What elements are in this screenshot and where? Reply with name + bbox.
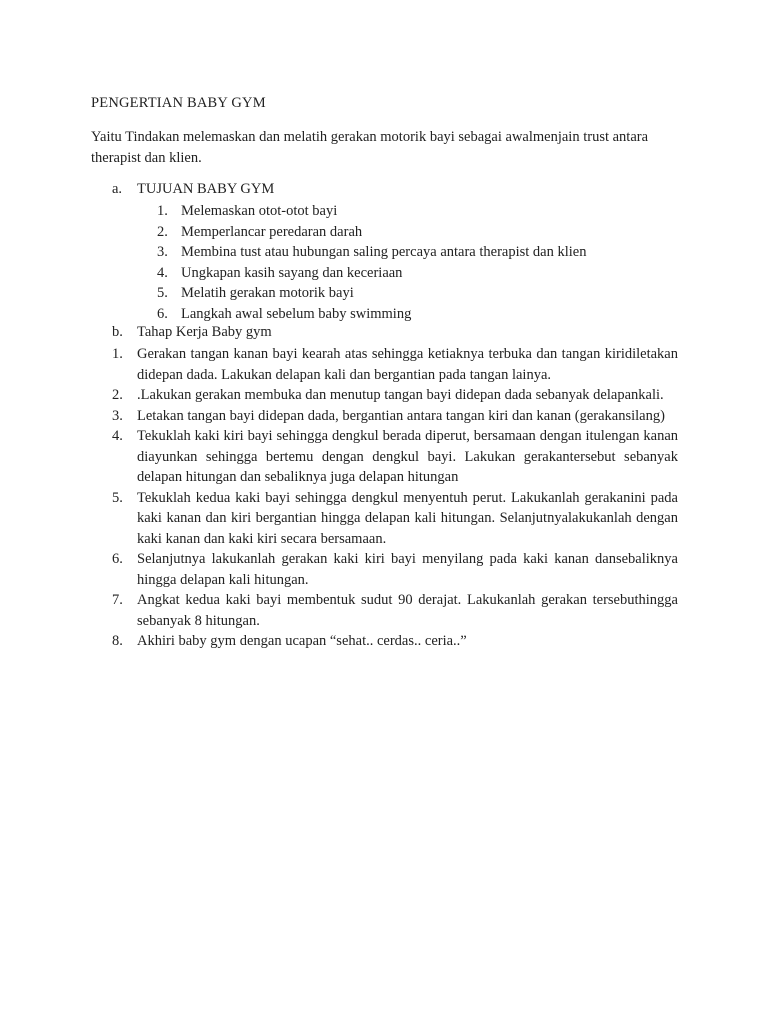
- step-item: [112, 488, 678, 550]
- step-text: Angkat kedua kaki bayi membentuk sudut 90 derajat. Lakukanlah gerakan tersebuthingga sebanyak 8 hitungan.: [137, 592, 678, 629]
- step-item: [112, 385, 678, 406]
- step-text: Akhiri baby gym dengan ucapan “sehat.. cerdas.. ceria..”: [137, 633, 467, 649]
- step-number: 8.: [112, 633, 123, 649]
- list-item-number: 2.: [157, 223, 168, 240]
- step-item: [112, 631, 678, 652]
- step-number: 7.: [112, 592, 123, 608]
- intro-paragraph: Yaitu Tindakan melemaskan dan melatih gerakan motorik bayi sebagai awalmenjain trust antara therapist dan klien.: [91, 129, 649, 166]
- list-item-number: 5.: [157, 285, 168, 301]
- step-item: [112, 344, 678, 385]
- list-item-text: Melatih gerakan motorik bayi: [181, 285, 354, 301]
- step-item: [112, 406, 678, 427]
- list-item-number: 3.: [157, 244, 168, 260]
- step-text: Tekuklah kedua kaki bayi sehingga dengkul menyentuh perut. Lakukanlah gerakanini pada kaki kanan dan kiri bergantian hingga delapan kali hitungan. Selanjutnyalakukanlah dengan kaki kanan dan kaki kiri secara bersamaan.: [137, 489, 678, 547]
- step-number: 5.: [112, 489, 123, 506]
- section-b-title: Tahap Kerja Baby gym: [137, 324, 272, 340]
- section-a-marker: a.: [112, 181, 123, 197]
- step-text: Selanjutnya lakukanlah gerakan kaki kiri bayi menyilang pada kaki kanan dansebaliknya hingga delapan kali hitungan.: [137, 551, 678, 588]
- step-number: 6.: [112, 551, 123, 567]
- step-text: .Lakukan gerakan membuka dan menutup tangan bayi didepan dada sebanyak delapankali.: [137, 387, 664, 403]
- step-number: 1.: [112, 346, 123, 362]
- list-item-number: 4.: [157, 264, 168, 281]
- list-item-text: Ungkapan kasih sayang dan keceriaan: [181, 264, 403, 281]
- step-number: 4.: [112, 428, 123, 444]
- list-item-text: Melemaskan otot-otot bayi: [181, 203, 338, 219]
- section-b-marker: b.: [112, 324, 123, 340]
- step-item: [112, 549, 678, 590]
- list-item-text: Langkah awal sebelum baby swimming: [181, 305, 412, 322]
- list-item-text: Memperlancar peredaran darah: [181, 223, 363, 240]
- list-item-number: 6.: [157, 305, 168, 322]
- section-a-title: TUJUAN BABY GYM: [137, 181, 275, 197]
- tahap-kerja-list: [112, 344, 678, 652]
- list-item-number: 1.: [157, 203, 168, 219]
- step-item: [112, 590, 678, 631]
- list-item-text: Membina tust atau hubungan saling percaya antara therapist dan klien: [181, 244, 587, 260]
- step-text: Letakan tangan bayi didepan dada, bergantian antara tangan kiri dan kanan (gerakansilang): [137, 407, 665, 424]
- step-number: 2.: [112, 387, 123, 403]
- step-text: Tekuklah kaki kiri bayi sehingga dengkul berada diperut, bersamaan dengan itulengan kanan diayunkan sehingga bertemu dengan dengkul bayi. Lakukan gerakantersebut sebanyak delapan hitungan dan sebaliknya juga delapan hitungan: [137, 428, 678, 485]
- page-title: PENGERTIAN BABY GYM: [91, 95, 266, 111]
- step-text: Gerakan tangan kanan bayi kearah atas sehingga ketiaknya terbuka dan tangan kiridiletakan didepan dada. Lakukan delapan kali dan bergantian pada tangan lainya.: [137, 346, 678, 383]
- step-item: [112, 426, 678, 488]
- step-number: 3.: [112, 407, 123, 424]
